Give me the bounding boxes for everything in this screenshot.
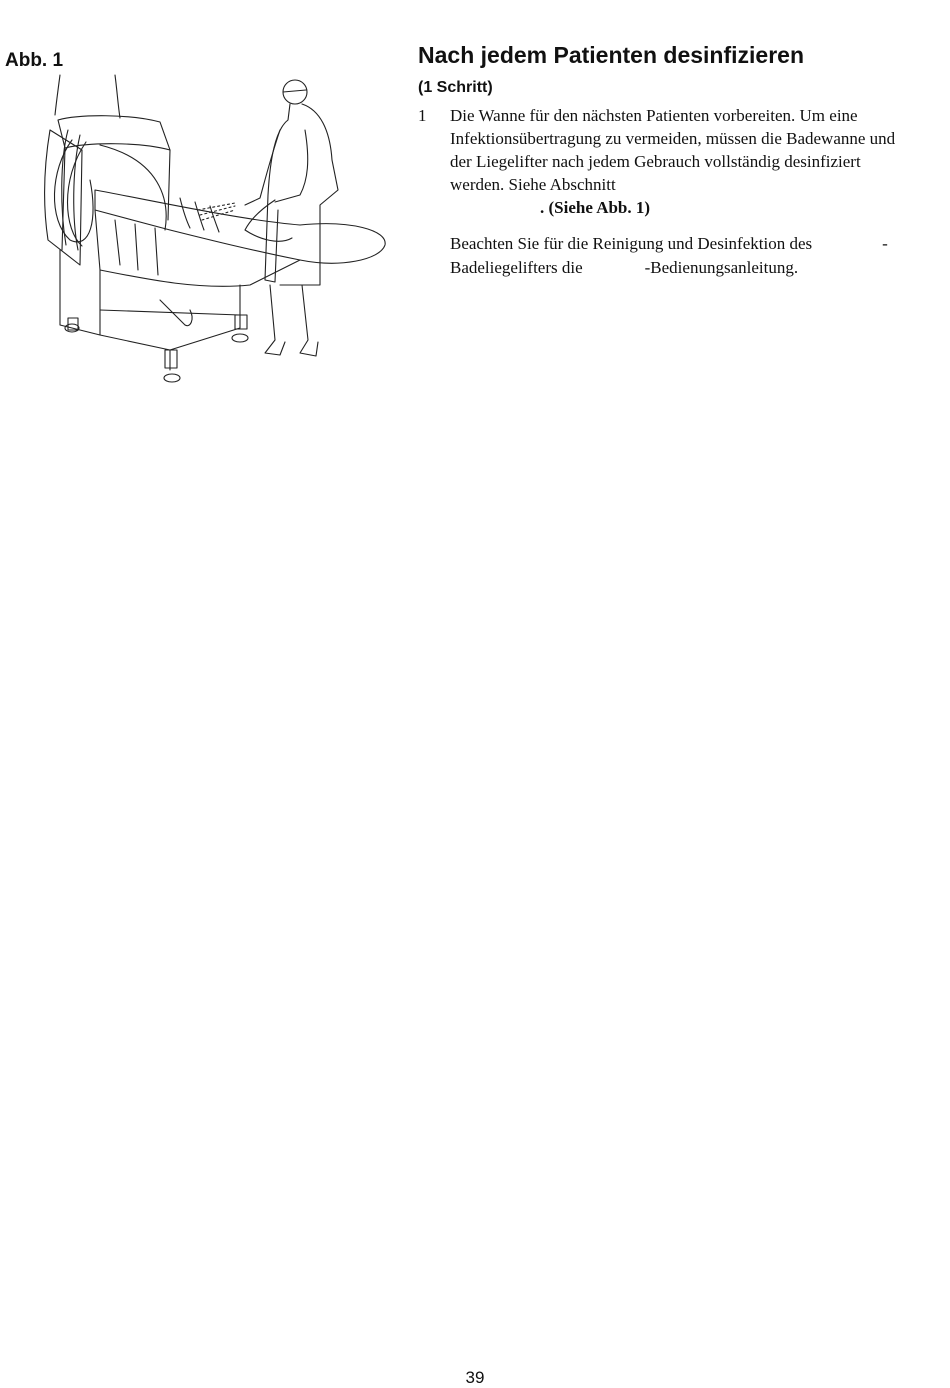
step-line: werden. Siehe Abschnitt bbox=[450, 175, 616, 194]
page-number: 39 bbox=[465, 1368, 485, 1387]
bathtub-disinfection-illustration bbox=[20, 70, 400, 390]
step-number: 1 bbox=[418, 106, 427, 125]
figure-reference: . (Siehe Abb. 1) bbox=[540, 198, 651, 217]
section-title: Nach jedem Patienten desinfizieren bbox=[418, 42, 805, 68]
note-text: Beachten Sie für die Reinigung und Desinfektion des bbox=[450, 234, 813, 253]
step-line: der Liegelifter nach jedem Gebrauch vollständig desinfiziert bbox=[450, 152, 861, 171]
step-line: Infektionsübertragung zu vermeiden, müssen die Badewanne und bbox=[450, 129, 896, 148]
step-line: Die Wanne für den nächsten Patienten vorbereiten. Um eine bbox=[450, 106, 858, 125]
note-paragraph bbox=[450, 232, 945, 280]
note-text: -Bedienungsanleitung. bbox=[644, 258, 799, 277]
note-line-2 bbox=[450, 256, 945, 280]
note-text: Badeliegelifters die bbox=[450, 258, 583, 277]
step-text bbox=[450, 104, 948, 219]
note-text: - bbox=[882, 234, 888, 253]
step-count: (1 Schritt) bbox=[418, 79, 493, 96]
note-line-1 bbox=[450, 232, 945, 256]
figure-label: Abb. 1 bbox=[5, 50, 64, 71]
